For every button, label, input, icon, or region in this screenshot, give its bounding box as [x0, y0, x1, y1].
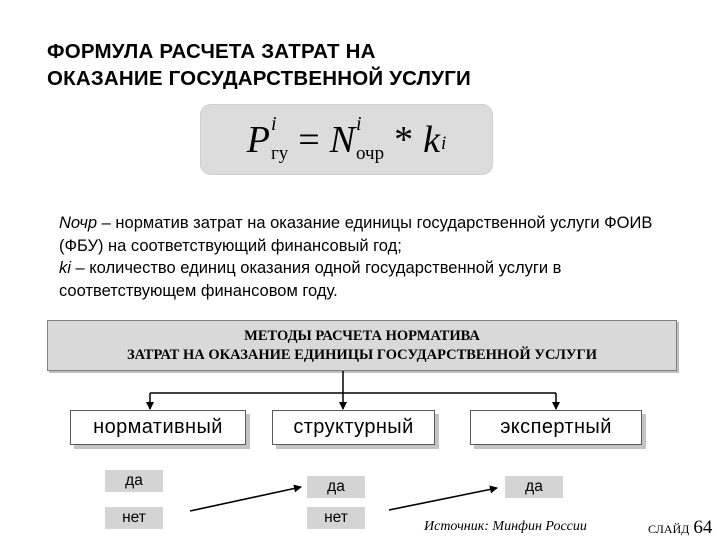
- formula-k-letter: k: [423, 118, 440, 161]
- method-normative: нормативный: [70, 410, 246, 445]
- tag-no-normative: нет: [105, 507, 163, 529]
- formula-box: [200, 104, 493, 175]
- definition-text-nochr: – норматив затрат на оказание единицы государственной услуги ФОИВ (ФБУ) на соответствующий финансовый год;: [59, 214, 653, 255]
- definition-term-nochr: Nочр: [59, 214, 98, 232]
- methods-header-line-2: ЗАТРАТ НА ОКАЗАНИЕ ЕДИНИЦЫ ГОСУДАРСТВЕННОЙ УСЛУГИ: [126, 347, 598, 363]
- methods-header-line-1: МЕТОДЫ РАСЧЕТА НОРМАТИВА: [244, 328, 480, 344]
- formula-k: [423, 118, 440, 161]
- tag-yes-normative: да: [105, 470, 163, 492]
- definition-text: [59, 212, 699, 302]
- formula-p: [246, 118, 270, 161]
- flow-arrow-net-to-da-expert: [389, 488, 497, 510]
- formula-p-sub: гу: [270, 143, 289, 164]
- tree-connector: [150, 371, 556, 409]
- slide-number: [648, 517, 712, 539]
- tag-yes-expert: да: [505, 476, 563, 498]
- formula-k-indices: [440, 130, 447, 154]
- formula-times: *: [394, 118, 414, 161]
- slide-label: СЛАЙД: [648, 522, 690, 536]
- formula-n-letter: N: [329, 118, 356, 161]
- page-title-line-1: ФОРМУЛА РАСЧЕТА ЗАТРАТ НА: [47, 40, 376, 63]
- tag-no-structural: нет: [307, 507, 365, 529]
- formula-n-sup: i: [356, 113, 362, 135]
- definition-text-ki: – количество единиц оказания одной государственной услуги в соответствующем финансовом году.: [59, 259, 562, 300]
- formula-equals: =: [298, 118, 320, 161]
- method-expert: экспертный: [470, 410, 642, 445]
- definition-term-ki: ki: [59, 259, 71, 278]
- slide-number-value: 64: [693, 517, 713, 538]
- page-title-line-2: ОКАЗАНИЕ ГОСУДАРСТВЕННОЙ УСЛУГИ: [47, 67, 471, 90]
- source-note: Источник: Минфин России: [424, 519, 587, 534]
- formula-k-sub: i: [440, 133, 447, 154]
- formula-p-indices: [270, 113, 289, 164]
- formula-n-indices: [356, 113, 385, 164]
- tag-yes-structural: да: [307, 476, 365, 498]
- methods-header-box: [47, 320, 677, 371]
- method-structural: структурный: [272, 410, 435, 445]
- flow-arrow-net-to-da: [190, 487, 301, 511]
- formula-p-letter: P: [246, 118, 270, 161]
- page-title: [47, 38, 687, 92]
- formula-n: [329, 118, 356, 161]
- formula-n-sub: очр: [356, 143, 385, 164]
- formula-p-sup: i: [270, 113, 277, 135]
